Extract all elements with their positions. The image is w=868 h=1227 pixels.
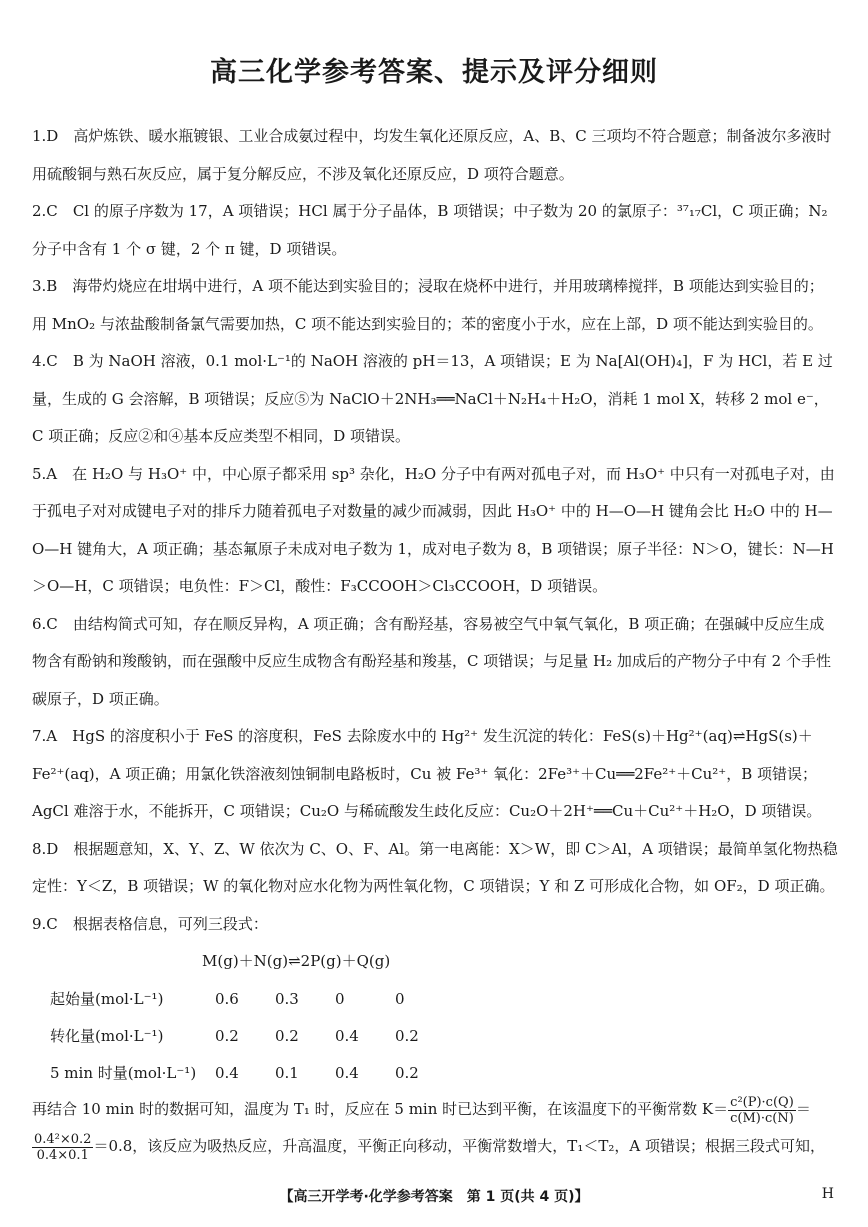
row-label: 起始量(mol·L⁻¹) bbox=[50, 990, 164, 1008]
reaction-equation: M(g)＋N(g)⇌2P(g)＋Q(g) bbox=[202, 952, 391, 970]
answer-explanation: Cl 的原子序数为 17，A 项错误；HCl 属于分子晶体，B 项错误；中子数为 20 的氯原子：³⁷₁₇Cl，C 项正确；N₂ 分子中含有 1 个 σ 键，2 个 π 键，D 项错误。 bbox=[32, 202, 828, 258]
answer-number: 9.C bbox=[32, 914, 58, 933]
answer-number: 7.A bbox=[32, 727, 58, 745]
answer-item-3 bbox=[32, 268, 838, 343]
k-expression-fraction bbox=[728, 1095, 796, 1126]
fraction-numerator: c²(P)·c(Q) bbox=[728, 1095, 796, 1111]
answer-explanation: 根据题意知，X、Y、Z、W 依次为 C、O、F、Al。第一电离能：X＞W，即 C＞Al，A 项错误；最简单氢化物热稳定性：Y＜Z，B 项错误；W 的氧化物对应水化物为两性氧化物，C 项错误；Y 和 Z 可形成化合物，如 OF₂，D 项正确。 bbox=[32, 839, 838, 895]
table-row bbox=[50, 1054, 455, 1091]
answer-list bbox=[32, 118, 838, 1165]
table-row bbox=[50, 1017, 455, 1054]
answer-item-9 bbox=[32, 906, 838, 944]
answer-item-2 bbox=[32, 193, 838, 268]
cell-value: 0.2 bbox=[215, 1026, 239, 1045]
cell-value: 0.6 bbox=[215, 989, 239, 1008]
answer-item-6 bbox=[32, 606, 838, 719]
answer-number: 3.B bbox=[32, 277, 58, 295]
answer-explanation: 在 H₂O 与 H₃O⁺ 中，中心原子都采用 sp³ 杂化，H₂O 分子中有两对孤电子对，而 H₃O⁺ 中只有一对孤电子对，由于孤电子对对成键电子对的排斥力随着孤电子对数量的减少而减弱，因此 H₃O⁺ 中的 H—O—H 键角会比 H₂O 中的 H—O—H 键角大，A 项正确；基态氟原子未成对电子数为 1，成对电子数为 8，B 项错误；原子半径：N＞O，键长：N—H＞O—H，C 项错误；电负性：F＞Cl，酸性：F₃CCOOH＞Cl₃CCOOH，D 项错误。 bbox=[32, 464, 835, 595]
continuation-part-2: ＝0.8，该反应为吸热反应，升高温度，平衡正向移动，平衡常数增大，T₁＜T₂，A 项错误；根据三段式可知， bbox=[93, 1137, 825, 1155]
continuation-text-2 bbox=[32, 1128, 838, 1165]
cell-value: 0.1 bbox=[275, 1063, 299, 1082]
answer-item-4 bbox=[32, 343, 838, 456]
row-label: 5 min 时量(mol·L⁻¹) bbox=[50, 1064, 197, 1082]
table-row bbox=[50, 980, 455, 1017]
answer-item-7 bbox=[32, 718, 838, 831]
answer-number: 1.D bbox=[32, 127, 59, 145]
cell-value: 0.3 bbox=[275, 989, 299, 1008]
answer-number: 2.C bbox=[32, 202, 58, 220]
k-value-fraction bbox=[32, 1132, 93, 1163]
answer-number: 8.D bbox=[32, 839, 59, 858]
cell-value: 0 bbox=[335, 989, 345, 1008]
fraction-numerator: 0.4²×0.2 bbox=[34, 1131, 92, 1147]
answer-item-5 bbox=[32, 456, 838, 606]
cell-value: 0 bbox=[395, 989, 405, 1008]
cell-value: 0.4 bbox=[215, 1063, 239, 1082]
row-label: 转化量(mol·L⁻¹) bbox=[50, 1027, 164, 1045]
answer-number: 6.C bbox=[32, 614, 58, 633]
cell-value: 0.4 bbox=[335, 1063, 359, 1082]
answer-explanation: B 为 NaOH 溶液，0.1 mol·L⁻¹的 NaOH 溶液的 pH＝13，A 项错误；E 为 Na[Al(OH)₄]，F 为 HCl，若 E 过量，生成的 G 会溶解，B 项错误；反应⑤为 NaClO＋2NH₃══NaCl＋N₂H₄＋H₂O，消耗 1 mol X，转移 2 mol e⁻，C 项正确；反应②和④基本反应类型不相同，D 项错误。 bbox=[32, 352, 833, 445]
answer-explanation: 海带灼烧应在坩埚中进行，A 项不能达到实验目的；浸取在烧杯中进行，并用玻璃棒搅拌，B 项能达到实验目的；用 MnO₂ 与浓盐酸制备氯气需要加热，C 项不能达到实验目的；苯的密度小于水，应在上部，D 项不能达到实验目的。 bbox=[32, 277, 824, 333]
continuation-part-1: 再结合 10 min 时的数据可知，温度为 T₁ 时，反应在 5 min 时已达到平衡，在该温度下的平衡常数 K＝ bbox=[32, 1100, 729, 1118]
answer-explanation: 根据表格信息，可列三段式： bbox=[72, 914, 268, 933]
answer-item-1 bbox=[32, 118, 838, 193]
equals-sign: ＝ bbox=[795, 1100, 811, 1118]
answer-explanation: 由结构简式可知，存在顺反异构，A 项正确；含有酚羟基，容易被空气中氧气氧化，B 项正确；在强碱中反应生成物含有酚钠和羧酸钠，而在强酸中反应生成物含有酚羟基和羧基，C 项错误；与足量 H₂ 加成后的产物分子中有 2 个手性碳原子，D 项正确。 bbox=[32, 614, 831, 708]
footer-mark: H bbox=[821, 1186, 834, 1202]
answer-number: 4.C bbox=[32, 352, 58, 370]
fraction-denominator: c(M)·c(N) bbox=[730, 1110, 794, 1126]
page-title: 高三化学参考答案、提示及评分细则 bbox=[210, 57, 658, 88]
answer-item-8 bbox=[32, 831, 838, 906]
cell-value: 0.2 bbox=[275, 1026, 299, 1045]
continuation-text bbox=[32, 1091, 838, 1128]
cell-value: 0.4 bbox=[335, 1026, 359, 1045]
answer-number: 5.A bbox=[32, 464, 58, 483]
cell-value: 0.2 bbox=[395, 1063, 419, 1082]
page-footer: 【高三开学考·化学参考答案 第 1 页(共 4 页)】 bbox=[279, 1189, 589, 1205]
answer-explanation: HgS 的溶度积小于 FeS 的溶度积，FeS 去除废水中的 Hg²⁺ 发生沉淀的转化：FeS(s)＋Hg²⁺(aq)⇌HgS(s)＋Fe²⁺(aq)，A 项正确；用氯化铁溶液刻蚀铜制电路板时，Cu 被 Fe³⁺ 氧化：2Fe³⁺＋Cu══2Fe²⁺＋Cu²⁺，B 项错误；AgCl 难溶于水，不能拆开，C 项错误；Cu₂O 与稀硫酸发生歧化反应：Cu₂O＋2H⁺══Cu＋Cu²⁺＋H₂O，D 项错误。 bbox=[32, 727, 822, 820]
fraction-denominator: 0.4×0.1 bbox=[36, 1147, 89, 1163]
answer-explanation: 高炉炼铁、暖水瓶镀银、工业合成氨过程中，均发生氧化还原反应，A、B、C 三项均不符合题意；制备波尔多液时用硫酸铜与熟石灰反应，属于复分解反应，不涉及氧化还原反应，D 项符合题意。 bbox=[32, 127, 832, 183]
three-stage-table bbox=[50, 980, 455, 1091]
cell-value: 0.2 bbox=[395, 1026, 419, 1045]
